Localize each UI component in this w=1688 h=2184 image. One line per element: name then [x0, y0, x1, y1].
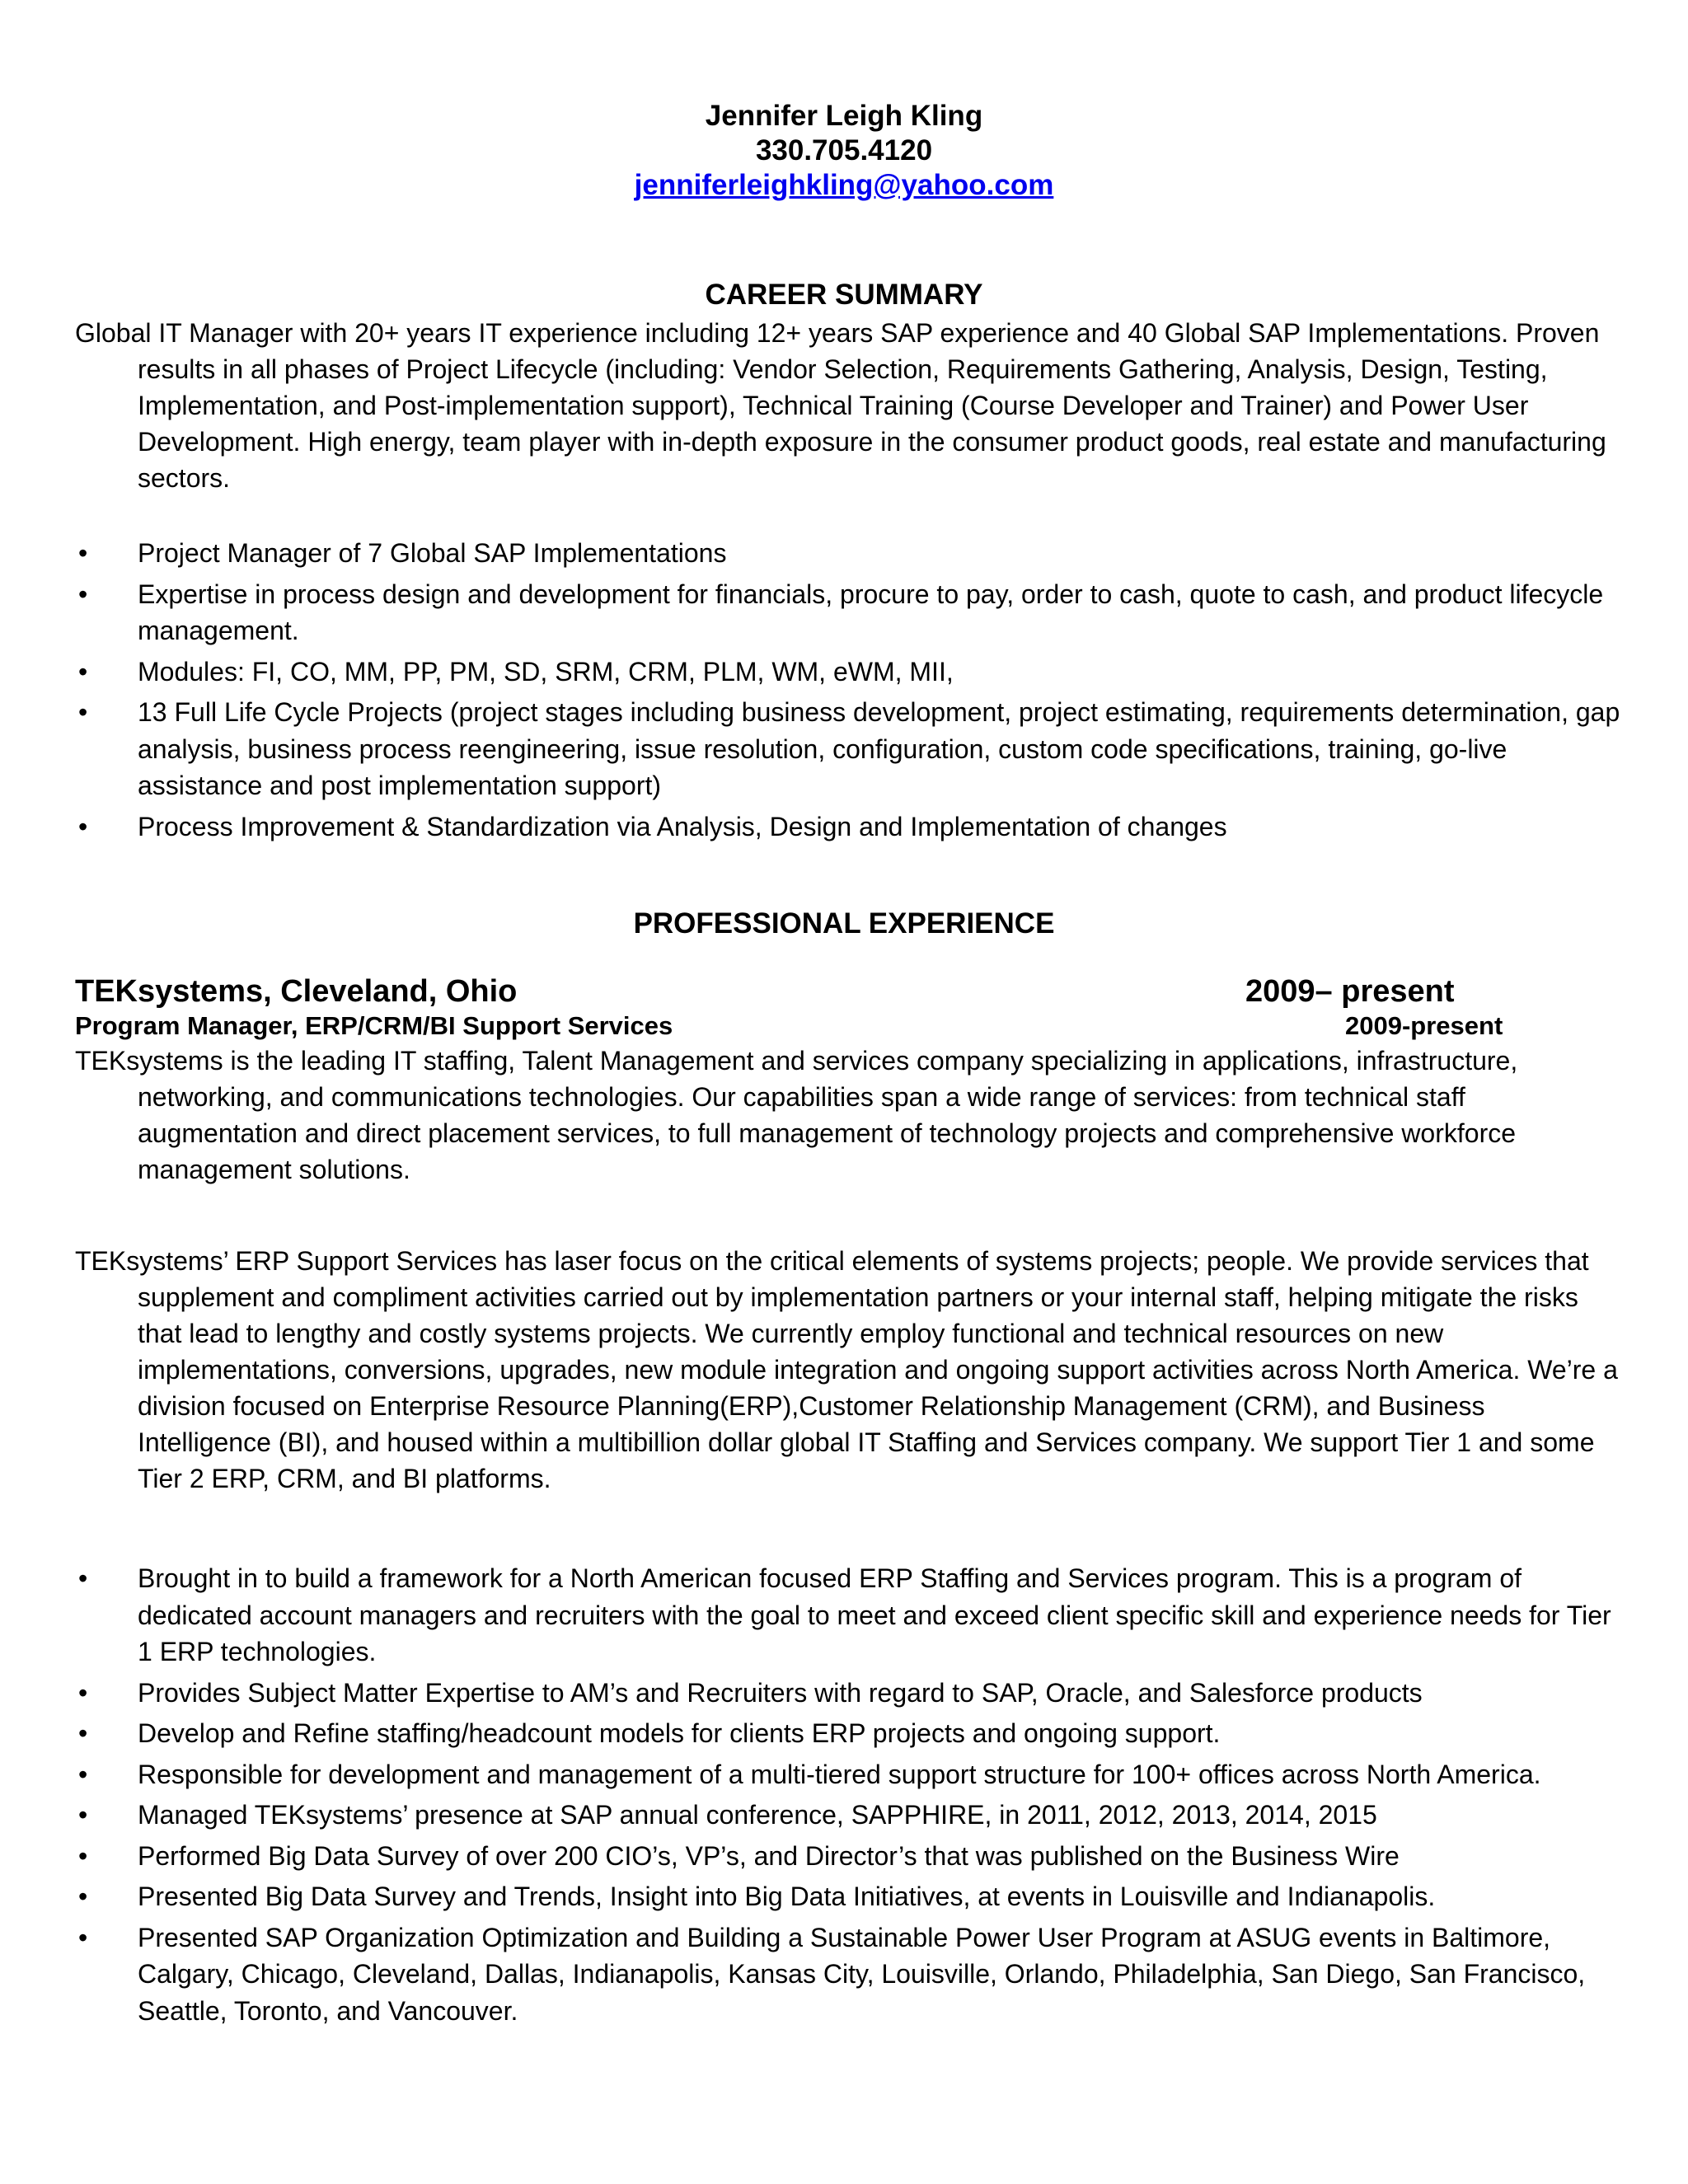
- list-item: [75, 1919, 1625, 2030]
- list-item: [75, 576, 1625, 649]
- list-item: [75, 694, 1625, 804]
- bullet-icon: •: [78, 579, 88, 609]
- list-item-text: Expertise in process design and development for financials, procure to pay, order to cash, quote to cash, and product lifecycle management.: [138, 579, 1604, 645]
- list-item-text: Modules: FI, CO, MM, PP, PM, SD, SRM, CRM, PLM, WM, eWM, MII,: [138, 656, 954, 687]
- list-item: [75, 1675, 1625, 1712]
- job-role: Program Manager, ERP/CRM/BI Support Services: [75, 1011, 673, 1040]
- list-item-text: Presented SAP Organization Optimization and Building a Sustainable Power User Program at ASUG events in Baltimore, Calgary, Chicago, Cleveland, Dallas, Indianapolis, Kansas City, Louisville, Orlando, Philadelphia, San Diego, San Francisco, Seattle, Toronto, and Vancouver.: [138, 1922, 1586, 2026]
- list-item: [75, 535, 1625, 572]
- bullet-icon: •: [78, 1718, 88, 1748]
- list-item-text: 13 Full Life Cycle Projects (project stages including business development, project estimating, requirements determination, gap analysis, business process reengineering, issue resolution, configuration, custom code specifications, training, go-live assistance and post implementation support): [138, 697, 1620, 800]
- list-item: [75, 1797, 1625, 1834]
- list-item-text: Project Manager of 7 Global SAP Implementations: [138, 538, 727, 568]
- email-link[interactable]: jenniferleighkling@yahoo.com: [634, 169, 1054, 201]
- career-summary-paragraph: Global IT Manager with 20+ years IT experience including 12+ years SAP experience and 40 Global SAP Implementations. Proven results in all phases of Project Lifecycle (including: Vendor Selection, Requirements Gathering, Analysis, Design, Testing, Implementation, and Post-implementation support), Technical Training (Course Developer and Trainer) and Power User Development. High energy, team player with in-depth exposure in the consumer product goods, real estate and manufacturing sectors.: [75, 318, 1606, 493]
- list-item-text: Performed Big Data Survey of over 200 CIO’s, VP’s, and Director’s that was published on the Business Wire: [138, 1840, 1400, 1871]
- job-company-row: [75, 972, 1625, 1010]
- list-item-text: Provides Subject Matter Expertise to AM’s and Recruiters with regard to SAP, Oracle, and Salesforce products: [138, 1677, 1423, 1708]
- career-summary-bullets: [75, 535, 1625, 849]
- job-description-paragraph: TEKsystems is the leading IT staffing, Talent Management and services company specializing in applications, infrastructure, networking, and communications technologies. Our capabilities span a wide range of services: from technical staff augmentation and direct placement services, to full management of technology projects and comprehensive workforce management solutions.: [75, 1046, 1518, 1184]
- bullet-icon: •: [78, 697, 88, 727]
- bullet-icon: •: [78, 811, 88, 841]
- bullet-icon: •: [78, 656, 88, 687]
- bullet-icon: •: [78, 1882, 88, 1911]
- bullet-icon: •: [78, 1840, 88, 1871]
- job-role-row: [75, 1010, 1625, 1043]
- list-item-text: Process Improvement & Standardization via Analysis, Design and Implementation of changes: [138, 811, 1227, 841]
- professional-experience-heading: PROFESSIONAL EXPERIENCE: [633, 907, 1055, 940]
- list-item: [75, 1756, 1625, 1793]
- career-summary-heading: CAREER SUMMARY: [705, 279, 983, 311]
- list-item-text: Develop and Refine staffing/headcount models for clients ERP projects and ongoing support.: [138, 1718, 1221, 1748]
- bullet-icon: •: [78, 1759, 88, 1789]
- list-item: [75, 1715, 1625, 1752]
- job-erp-services-paragraph: TEKsystems’ ERP Support Services has laser focus on the critical elements of systems projects; people. We provide services that supplement and compliment activities carried out by implementation partners or your internal staff, helping mitigate the risks that lead to lengthy and costly systems projects. We currently employ functional and technical resources on new implementations, conversions, upgrades, new module integration and ongoing support activities across North America. We’re a division focused on Enterprise Resource Planning(ERP),Customer Relationship Management (CRM), and Business Intelligence (BI), and housed within a multibillion dollar global IT Staffing and Services company. We support Tier 1 and some Tier 2 ERP, CRM, and BI platforms.: [75, 1246, 1618, 1493]
- list-item: [75, 1560, 1625, 1671]
- bullet-icon: •: [78, 1922, 88, 1952]
- candidate-email-row: [0, 167, 1688, 204]
- list-item-text: Responsible for development and management of a multi-tiered support structure for 100+ offices across North America.: [138, 1759, 1541, 1789]
- list-item-text: Brought in to build a framework for a North American focused ERP Staffing and Services program. This is a program of dedicated account managers and recruiters with the goal to meet and exceed client specific skill and experience needs for Tier 1 ERP technologies.: [138, 1563, 1611, 1666]
- candidate-name: Jennifer Leigh Kling: [705, 100, 983, 132]
- list-item: [75, 1838, 1625, 1875]
- list-item: [75, 654, 1625, 691]
- job-company: TEKsystems, Cleveland, Ohio: [75, 974, 518, 1009]
- list-item-text: Presented Big Data Survey and Trends, Insight into Big Data Initiatives, at events in Louisville and Indianapolis.: [138, 1882, 1436, 1911]
- bullet-icon: •: [78, 1563, 88, 1593]
- list-item: [75, 1878, 1625, 1915]
- bullet-icon: •: [78, 1677, 88, 1708]
- job-company-dates: 2009– present: [1245, 974, 1455, 1009]
- candidate-phone: 330.705.4120: [755, 134, 933, 166]
- list-item-text: Managed TEKsystems’ presence at SAP annual conference, SAPPHIRE, in 2011, 2012, 2013, 2014, 2015: [138, 1800, 1377, 1830]
- job-role-dates: 2009-present: [1345, 1011, 1503, 1040]
- bullet-icon: •: [78, 538, 88, 568]
- list-item: [75, 808, 1625, 846]
- job-achievement-bullets: [75, 1560, 1625, 2033]
- bullet-icon: •: [78, 1800, 88, 1830]
